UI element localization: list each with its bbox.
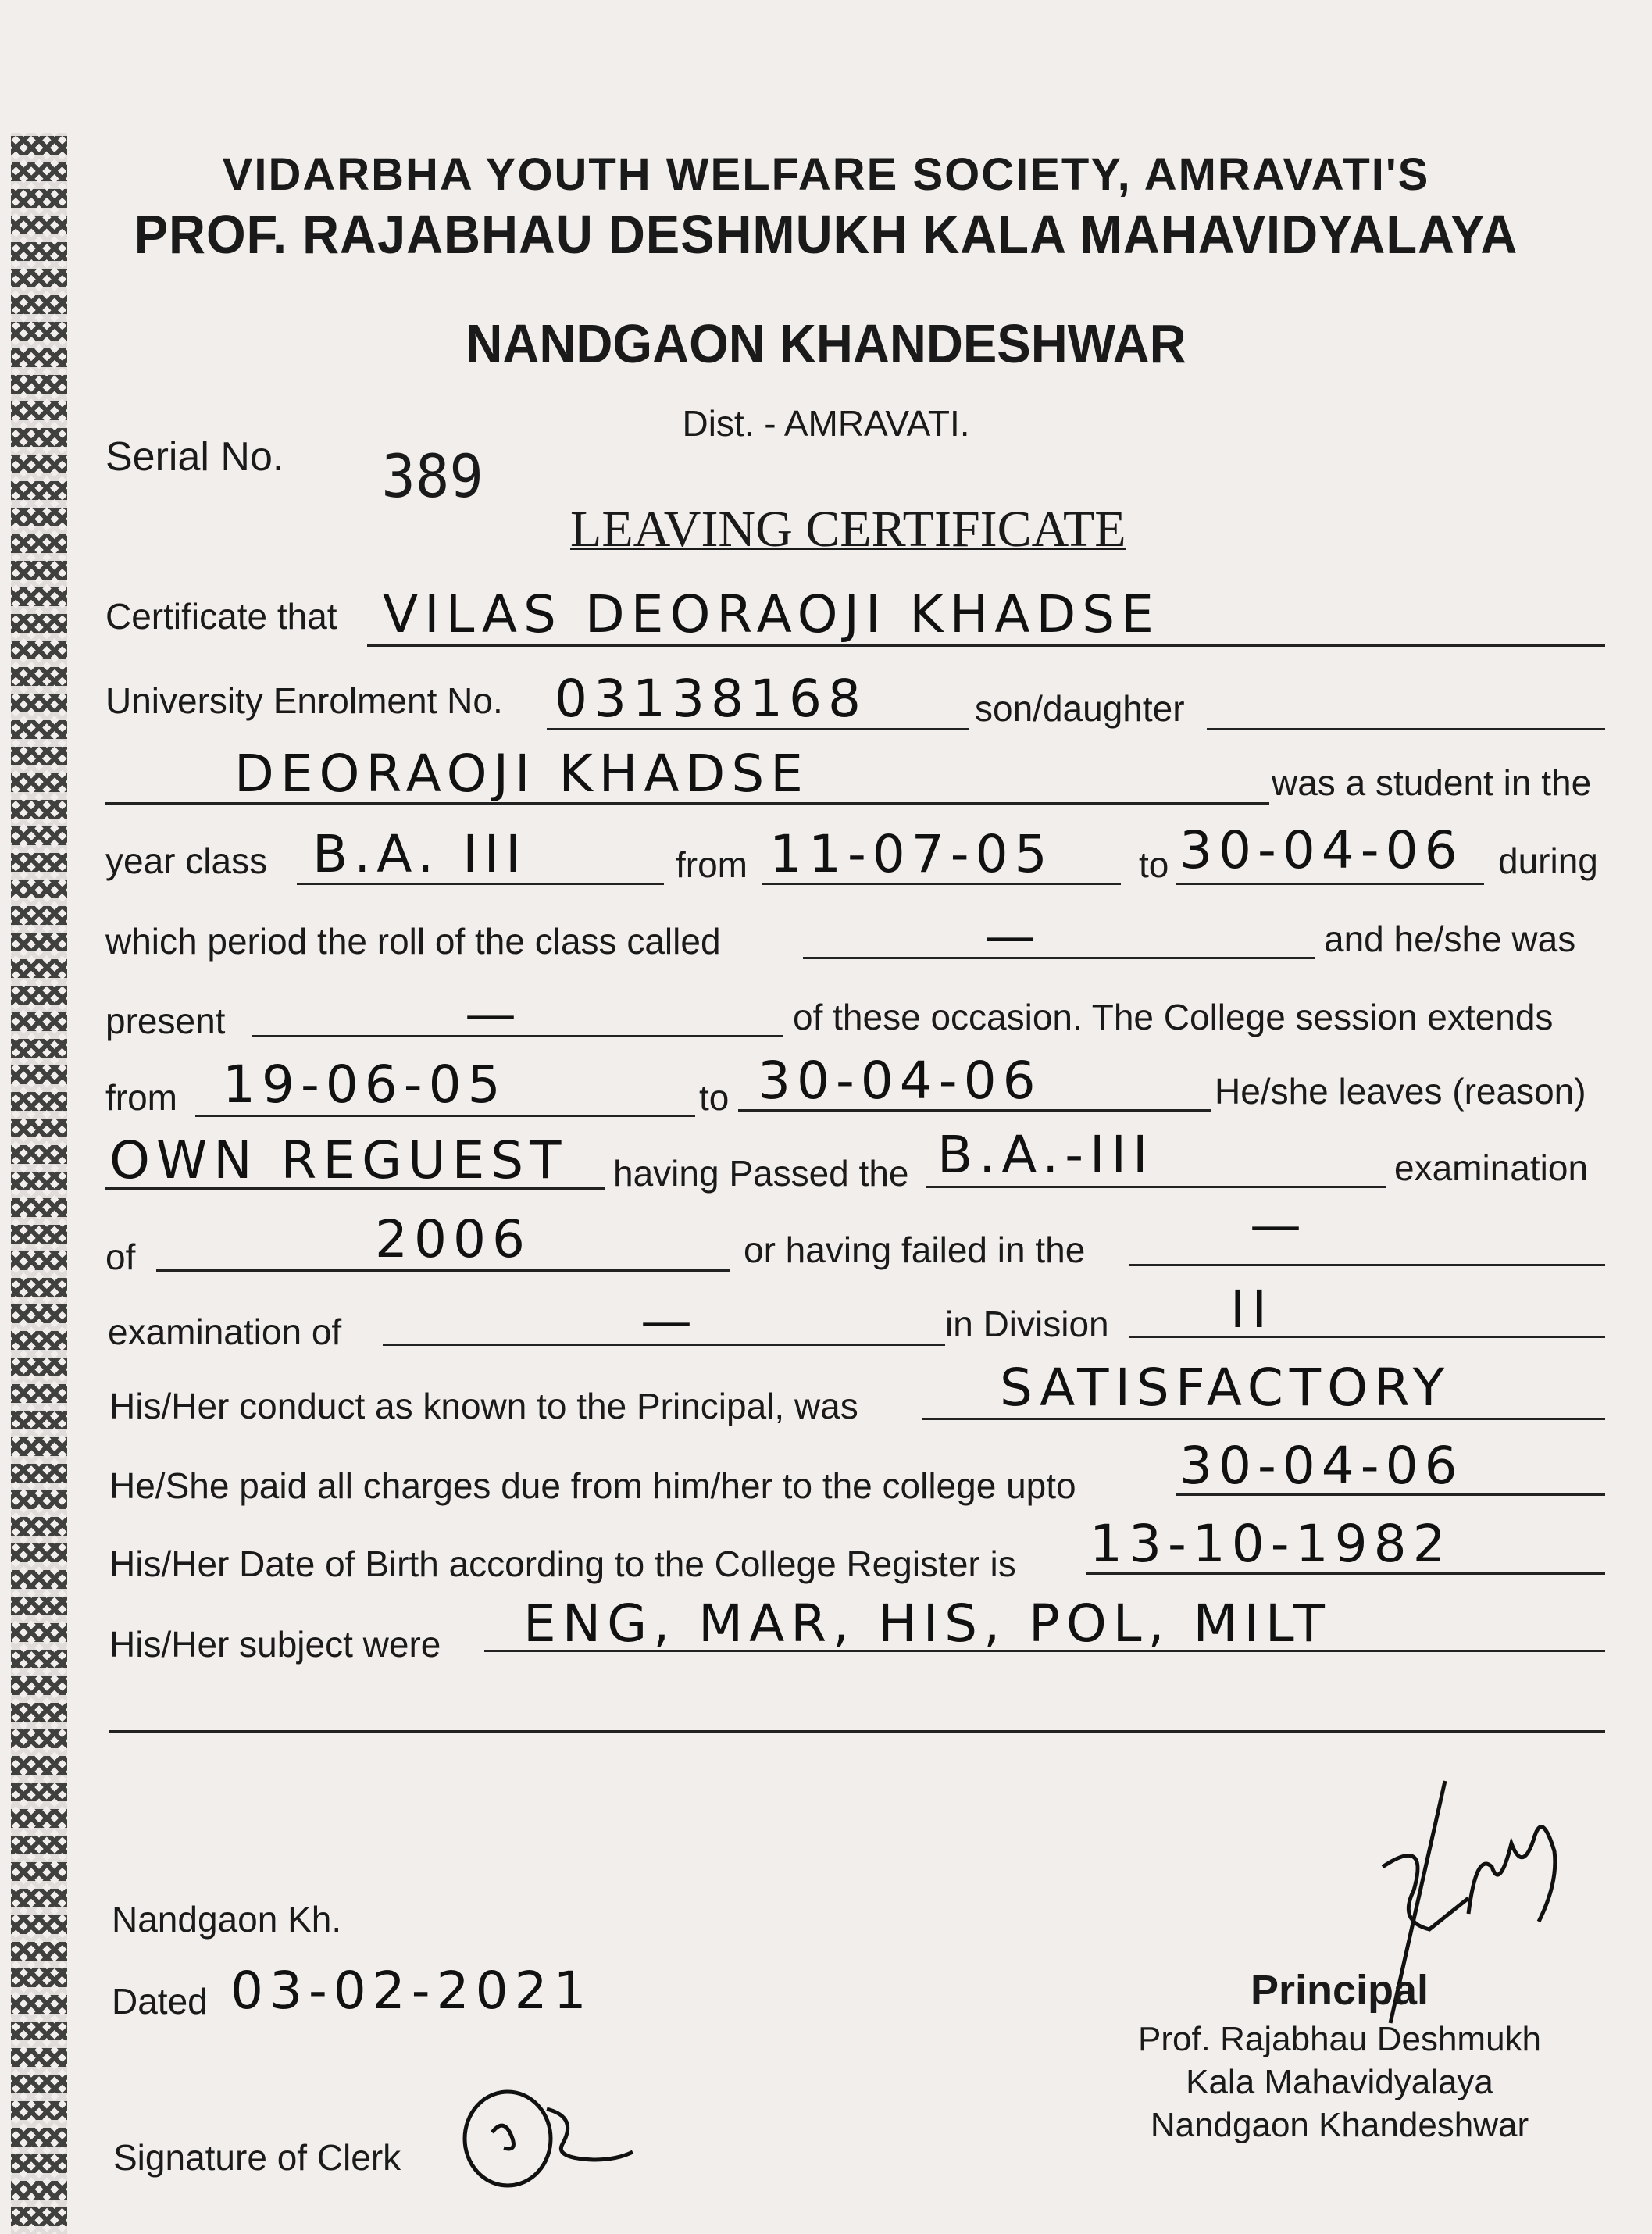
of-label: of [105, 1237, 136, 1277]
serial-number: 389 [381, 441, 483, 511]
division-value: II [1230, 1279, 1273, 1340]
passed-exam: B.A.-III [937, 1125, 1154, 1185]
to-label: to [1139, 844, 1169, 885]
having-passed-label: having Passed the [613, 1153, 909, 1194]
dated-label: Dated [112, 1981, 208, 2022]
place-label: Nandgaon Kh. [112, 1899, 342, 1940]
occasion-label: of these occasion. The College session extends [793, 997, 1554, 1037]
blank-line [109, 1730, 1605, 1733]
division-line [1129, 1336, 1605, 1338]
year-class-value: B.A. III [312, 824, 527, 884]
session-to-date: 30-04-06 [758, 1051, 1042, 1111]
in-division-label: in Division [945, 1304, 1109, 1344]
roll-called-label: which period the roll of the class called [105, 921, 721, 962]
exam-year: 2006 [375, 1209, 531, 1269]
student-name: VILAS DEORAOJI KHADSE [383, 584, 1160, 644]
failed-in-line [1129, 1264, 1605, 1266]
charges-upto-date: 30-04-06 [1179, 1436, 1464, 1496]
principal-stamp-line3: Nandgaon Khandeshwar [1150, 2105, 1529, 2144]
from-date: 11-07-05 [769, 824, 1054, 884]
certificate-that-label: Certificate that [105, 596, 337, 637]
during-label: during [1498, 840, 1598, 881]
present-label: present [105, 1001, 226, 1041]
session-from-line [195, 1115, 695, 1117]
principal-stamp [1090, 1965, 1590, 2168]
certificate-title: LEAVING CERTIFICATE [570, 501, 1126, 558]
conduct-line [922, 1418, 1605, 1420]
roll-called-line [803, 957, 1315, 959]
college-name: PROF. RAJABHAU DESHMUKH KALA MAHAVIDYALAYA [134, 204, 1518, 265]
principal-stamp-line2: Kala Mahavidyalaya [1186, 2062, 1493, 2101]
subjects-value: ENG, MAR, HIS, POL, MILT [523, 1593, 1331, 1654]
examination-of-label: examination of [108, 1311, 342, 1352]
son-daughter-label: son/daughter [975, 688, 1185, 729]
session-to-label: to [699, 1077, 730, 1118]
failed-in-value: — [1250, 1195, 1308, 1255]
date-of-birth: 13-10-1982 [1090, 1514, 1452, 1574]
enrolment-number: 03138168 [555, 669, 867, 729]
leaves-label: He/she leaves (reason) [1215, 1071, 1586, 1112]
exam-year-line [156, 1269, 730, 1272]
enrolment-label: University Enrolment No. [105, 680, 503, 721]
society-name: VIDARBHA YOUTH WELFARE SOCIETY, AMRAVATI'S [222, 149, 1430, 200]
district: Dist. - AMRAVATI. [682, 403, 970, 444]
parent-name: DEORAOJI KHADSE [234, 744, 809, 804]
college-town: NANDGAON KHANDESHWAR [466, 313, 1186, 374]
serial-label: Serial No. [105, 434, 284, 480]
charges-label: He/She paid all charges due from him/her to the college upto [109, 1465, 1076, 1506]
and-was-label: and he/she was [1324, 919, 1576, 959]
failed-exam-value: — [640, 1291, 698, 1351]
principal-stamp-line1: Prof. Rajabhau Deshmukh [1137, 2019, 1542, 2058]
present-value: — [465, 984, 523, 1044]
dob-label: His/Her Date of Birth according to the College Register is [109, 1543, 1016, 1584]
subjects-label: His/Her subject were [109, 1624, 441, 1665]
from-label: from [676, 844, 748, 885]
year-class-label: year class [105, 840, 268, 881]
roll-called-value: — [984, 906, 1042, 966]
son-daughter-line [1207, 728, 1605, 730]
clerk-signature-label: Signature of Clerk [113, 2137, 401, 2178]
session-from-date: 19-06-05 [223, 1055, 507, 1115]
to-line [1176, 883, 1484, 885]
conduct-label: His/Her conduct as known to the Principal, was [109, 1386, 858, 1426]
session-from-label: from [105, 1077, 177, 1118]
decorative-border [11, 133, 67, 2234]
conduct-value: SATISFACTORY [1000, 1358, 1451, 1418]
issue-date: 03-02-2021 [230, 1961, 593, 2021]
having-failed-label: or having failed in the [744, 1229, 1086, 1270]
clerk-signature [453, 2078, 656, 2195]
name-line [367, 644, 1605, 647]
passed-exam-line [926, 1186, 1386, 1188]
was-student-label: was a student in the [1272, 762, 1592, 803]
to-date: 30-04-06 [1179, 820, 1464, 880]
examination-label: examination [1394, 1147, 1589, 1188]
principal-title: Principal [1250, 1967, 1429, 2014]
leave-reason: OWN REGUEST [109, 1130, 568, 1190]
